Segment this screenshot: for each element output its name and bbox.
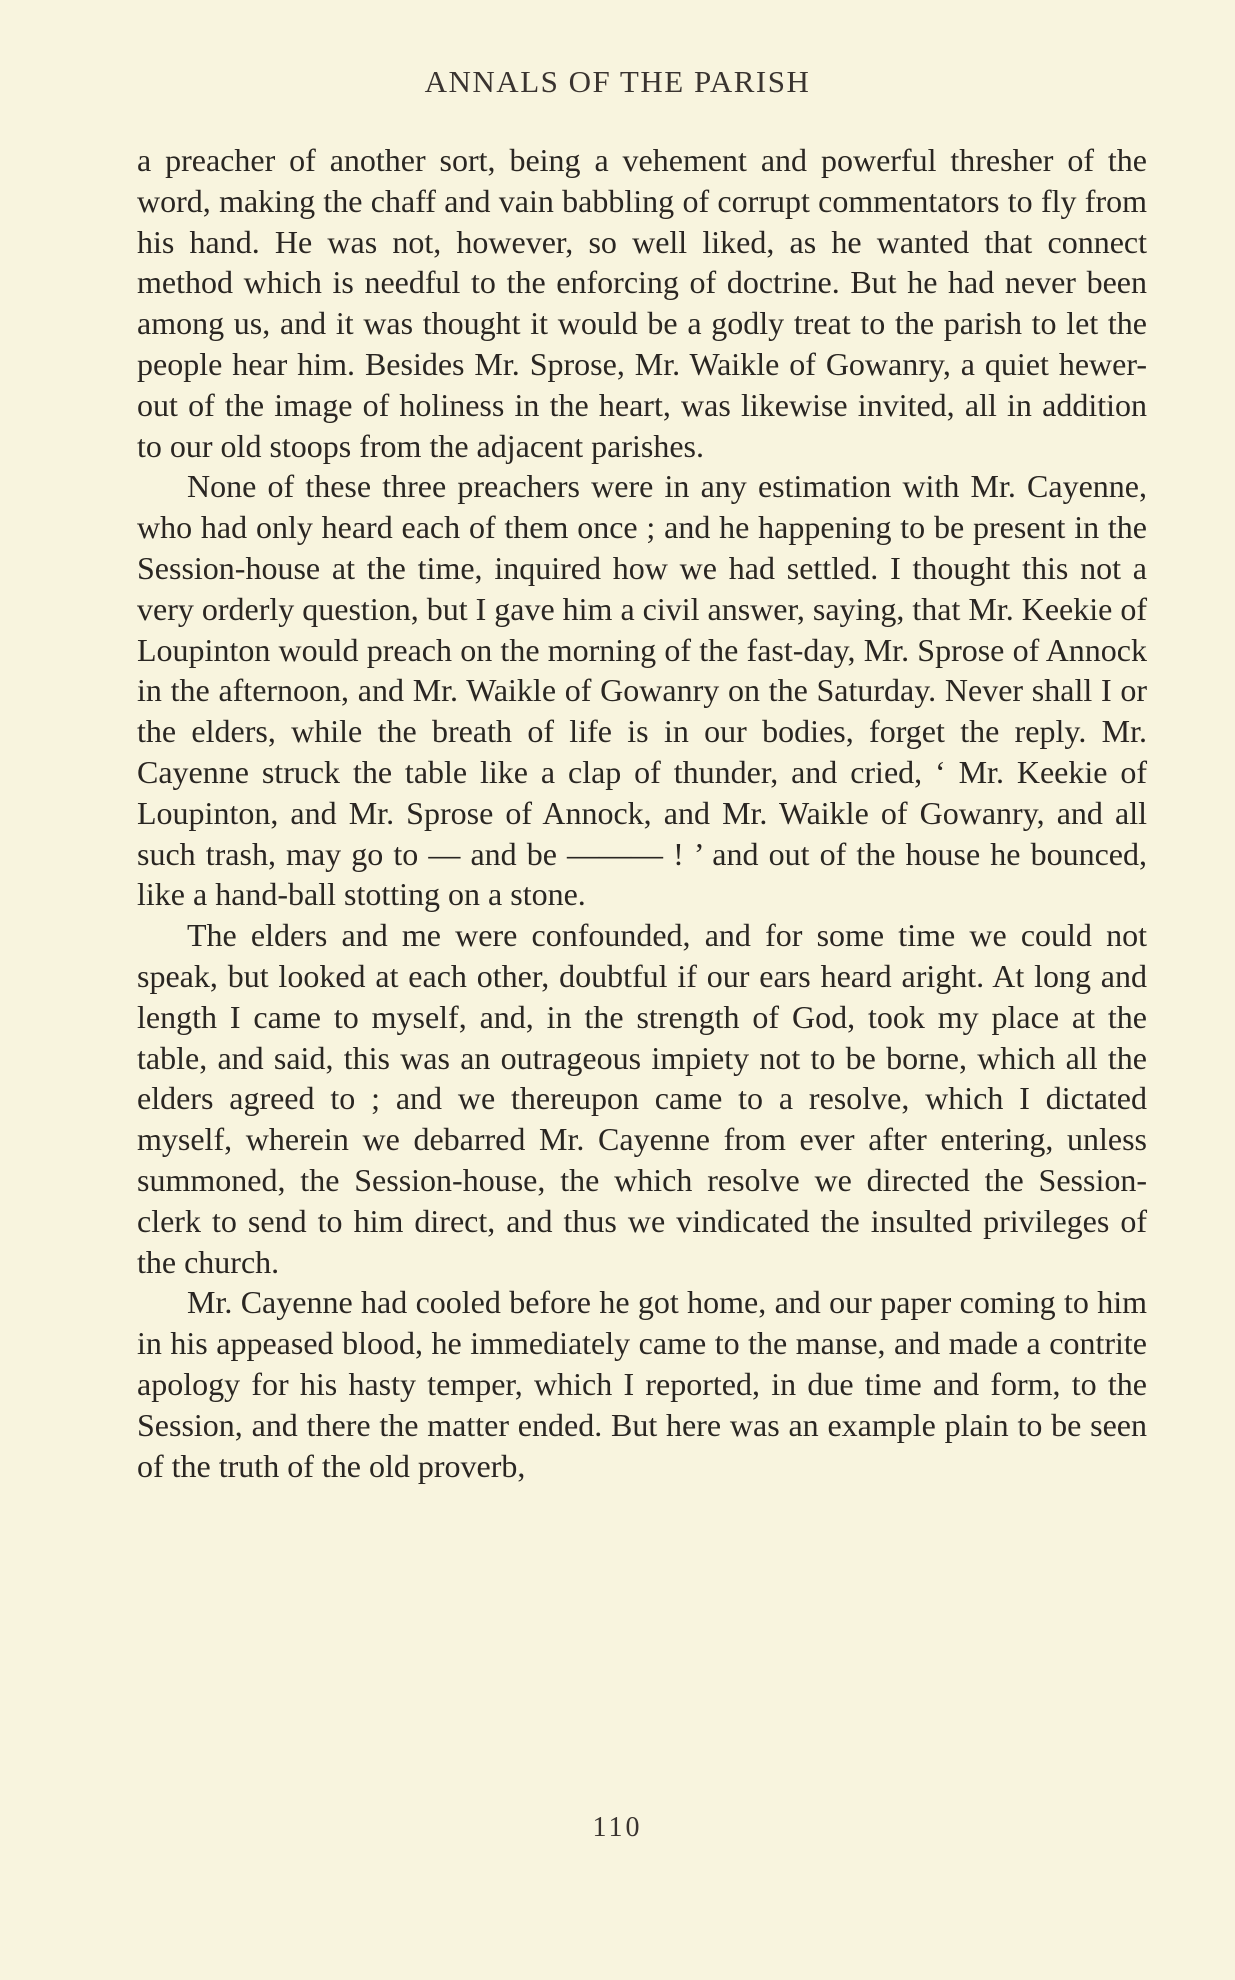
paragraph: Mr. Cayenne had cooled before he got home, and our paper coming to him in his appeased blood, he immediately came to the manse, and made a contrite apology for his hasty temper, which I reported, in due time and form, to the Session, and there the matter ended. But here was an example plain to be seen of the truth of the old proverb, (137, 1284, 1147, 1484)
paragraph: The elders and me were confounded, and for some time we could not speak, but looked at each other, doubtful if our ears heard aright. At long and length I came to myself, and, in the strength of God, took my place at the table, and said, this was an outrageous impiety not to be borne, which all the elders agreed to ; and we thereupon came to a resolve, which I dictated myself, wherein we debarred Mr. Cayenne from ever after entering, unless summoned, the Session-house, the which resolve we directed the Session-clerk to send to him direct, and thus we vindicated the insulted privileges of the church. (137, 917, 1147, 1280)
paragraph: None of these three preachers were in any estimation with Mr. Cayenne, who had only heard each of them once ; and he happening to be present in the Session-house at the time, inquired how we had settled. I thought this not a very orderly question, but I gave him a civil answer, saying, that Mr. Keekie of Loupinton would preach on the morning of the fast-day, Mr. Sprose of Annock in the afternoon, and Mr. Waikle of Gowanry on the Saturday. Never shall I or the elders, while the breath of life is in our bodies, forget the reply. Mr. Cayenne struck the table like a clap of thunder, and cried, ‘ Mr. Keekie of Loupinton, and Mr. Sprose of Annock, and Mr. Waikle of Gowanry, and all such trash, may go to — and be ——— ! ’ and out of the house he bounced, like a hand-ball stotting on a stone. (137, 468, 1147, 913)
paragraph-continued: a preacher of another sort, being a vehement and powerful thresher of the word, making the chaff and vain babbling of corrupt commentators to fly from his hand. He was not, however, so well liked, as he wanted that connect method which is needful to the enforcing of doctrine. But he had never been among us, and it was thought it would be a godly treat to the parish to let the people hear him. Besides Mr. Sprose, Mr. Waikle of Gowanry, a quiet hewer-out of the image of holiness in the heart, was likewise invited, all in addition to our old stoops from the adjacent parishes. (137, 142, 1147, 464)
running-head: ANNALS OF THE PARISH (424, 64, 811, 99)
body-text (137, 140, 1147, 1486)
page-number: 110 (592, 1812, 643, 1843)
